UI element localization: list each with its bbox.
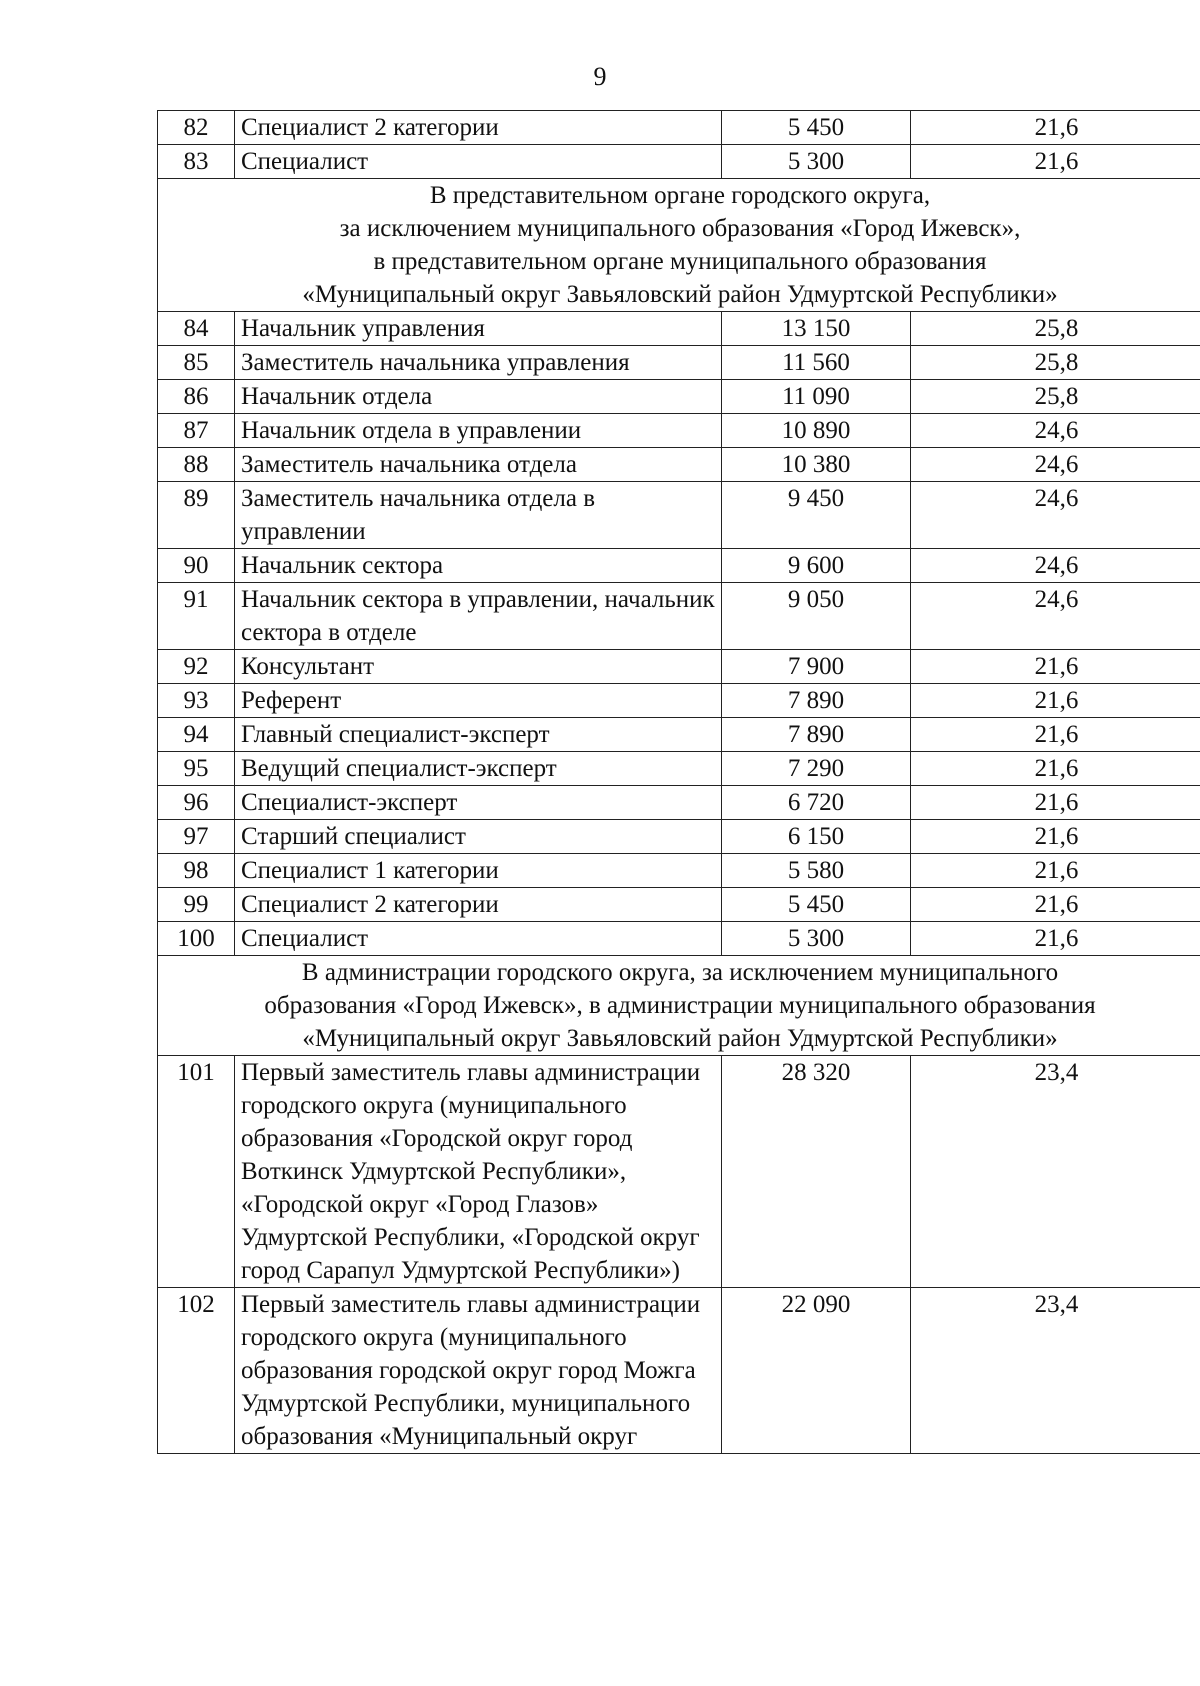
position-title: Первый заместитель главы администрации городского округа (муниципального образования городской округ город Можга Удмуртской Республики, муниципального образования «Муниципальный округ	[235, 1288, 722, 1454]
salary-value: 6 150	[722, 820, 911, 854]
position-title: Консультант	[235, 650, 722, 684]
row-number: 85	[158, 346, 235, 380]
salary-value: 7 900	[722, 650, 911, 684]
row-number: 97	[158, 820, 235, 854]
table-row	[158, 346, 1200, 380]
row-number: 93	[158, 684, 235, 718]
table-row	[158, 718, 1200, 752]
position-title: Специалист 1 категории	[235, 854, 722, 888]
salary-value: 28 320	[722, 1056, 911, 1288]
row-number: 84	[158, 312, 235, 346]
salary-value: 13 150	[722, 312, 911, 346]
position-title: Заместитель начальника управления	[235, 346, 722, 380]
salary-value: 5 300	[722, 145, 911, 179]
percent-value: 24,6	[911, 482, 1200, 549]
table-row	[158, 549, 1200, 583]
percent-value: 25,8	[911, 346, 1200, 380]
table-row	[158, 312, 1200, 346]
table-row	[158, 448, 1200, 482]
percent-value: 24,6	[911, 583, 1200, 650]
position-title: Специалист	[235, 922, 722, 956]
section-heading-line: в представительном органе муниципального образования	[373, 248, 987, 275]
percent-value: 23,4	[911, 1056, 1200, 1288]
row-number: 101	[158, 1056, 235, 1288]
salary-value: 9 050	[722, 583, 911, 650]
table-row	[158, 1056, 1200, 1288]
row-number: 92	[158, 650, 235, 684]
table-row	[158, 786, 1200, 820]
salary-value: 7 290	[722, 752, 911, 786]
table-row	[158, 684, 1200, 718]
position-title: Старший специалист	[235, 820, 722, 854]
section-heading-line: «Муниципальный округ Завьяловский район Удмуртской Республики»	[302, 1025, 1058, 1052]
salary-value: 7 890	[722, 718, 911, 752]
percent-value: 24,6	[911, 549, 1200, 583]
table-row	[158, 111, 1200, 145]
section-heading-line: «Муниципальный округ Завьяловский район Удмуртской Республики»	[302, 281, 1058, 308]
row-number: 89	[158, 482, 235, 549]
row-number: 90	[158, 549, 235, 583]
percent-value: 21,6	[911, 786, 1200, 820]
salary-value: 5 580	[722, 854, 911, 888]
table-row	[158, 650, 1200, 684]
row-number: 94	[158, 718, 235, 752]
position-title: Начальник отдела в управлении	[235, 414, 722, 448]
row-number: 87	[158, 414, 235, 448]
position-title: Начальник управления	[235, 312, 722, 346]
row-number: 99	[158, 888, 235, 922]
table-row	[158, 752, 1200, 786]
table-row	[158, 820, 1200, 854]
table-row	[158, 482, 1200, 549]
salary-value: 7 890	[722, 684, 911, 718]
row-number: 102	[158, 1288, 235, 1454]
percent-value: 23,4	[911, 1288, 1200, 1454]
position-title: Референт	[235, 684, 722, 718]
section-heading-line: В администрации городского округа, за исключением муниципального	[301, 959, 1059, 986]
row-number: 91	[158, 583, 235, 650]
percent-value: 21,6	[911, 922, 1200, 956]
position-title: Специалист-эксперт	[235, 786, 722, 820]
percent-value: 24,6	[911, 448, 1200, 482]
table-row	[158, 380, 1200, 414]
position-title: Ведущий специалист-эксперт	[235, 752, 722, 786]
row-number: 98	[158, 854, 235, 888]
table-row	[158, 888, 1200, 922]
row-number: 100	[158, 922, 235, 956]
position-title: Заместитель начальника отдела	[235, 448, 722, 482]
salary-value: 9 600	[722, 549, 911, 583]
salary-value: 5 450	[722, 111, 911, 145]
table-row	[158, 414, 1200, 448]
percent-value: 24,6	[911, 414, 1200, 448]
salary-value: 9 450	[722, 482, 911, 549]
salary-value: 10 890	[722, 414, 911, 448]
table-row	[158, 583, 1200, 650]
percent-value: 21,6	[911, 650, 1200, 684]
salary-value: 5 450	[722, 888, 911, 922]
row-number: 95	[158, 752, 235, 786]
table-row	[158, 922, 1200, 956]
salary-table	[157, 110, 1200, 1454]
table-row	[158, 145, 1200, 179]
salary-value: 5 300	[722, 922, 911, 956]
section-heading-line: образования «Город Ижевск», в администрации муниципального образования	[264, 992, 1096, 1019]
percent-value: 21,6	[911, 752, 1200, 786]
section-heading	[158, 179, 1200, 312]
position-title: Начальник сектора в управлении, начальник сектора в отделе	[235, 583, 722, 650]
position-title: Начальник отдела	[235, 380, 722, 414]
percent-value: 25,8	[911, 380, 1200, 414]
percent-value: 21,6	[911, 820, 1200, 854]
percent-value: 21,6	[911, 145, 1200, 179]
salary-value: 11 090	[722, 380, 911, 414]
section-heading-row	[158, 956, 1200, 1056]
position-title: Специалист 2 категории	[235, 111, 722, 145]
row-number: 86	[158, 380, 235, 414]
row-number: 82	[158, 111, 235, 145]
row-number: 88	[158, 448, 235, 482]
percent-value: 21,6	[911, 684, 1200, 718]
position-title: Специалист 2 категории	[235, 888, 722, 922]
section-heading-line: В представительном органе городского округа,	[429, 182, 931, 209]
section-heading-line: за исключением муниципального образования «Город Ижевск»,	[339, 215, 1021, 242]
position-title: Начальник сектора	[235, 549, 722, 583]
position-title: Первый заместитель главы администрации городского округа (муниципального образования «Городской округ город Воткинск Удмуртской Республики», «Городской округ «Город Глазов» Удмуртской Республики, «Городской округ город Сарапул Удмуртской Республики»)	[235, 1056, 722, 1288]
salary-value: 11 560	[722, 346, 911, 380]
position-title: Специалист	[235, 145, 722, 179]
percent-value: 21,6	[911, 854, 1200, 888]
percent-value: 21,6	[911, 111, 1200, 145]
percent-value: 25,8	[911, 312, 1200, 346]
percent-value: 21,6	[911, 718, 1200, 752]
salary-value: 10 380	[722, 448, 911, 482]
section-heading	[158, 956, 1200, 1056]
row-number: 83	[158, 145, 235, 179]
salary-value: 22 090	[722, 1288, 911, 1454]
salary-value: 6 720	[722, 786, 911, 820]
table-row	[158, 1288, 1200, 1454]
row-number: 96	[158, 786, 235, 820]
position-title: Главный специалист-эксперт	[235, 718, 722, 752]
table-row	[158, 854, 1200, 888]
percent-value: 21,6	[911, 888, 1200, 922]
page-number: 9	[593, 62, 607, 91]
section-heading-row	[158, 179, 1200, 312]
position-title: Заместитель начальника отдела в управлении	[235, 482, 722, 549]
